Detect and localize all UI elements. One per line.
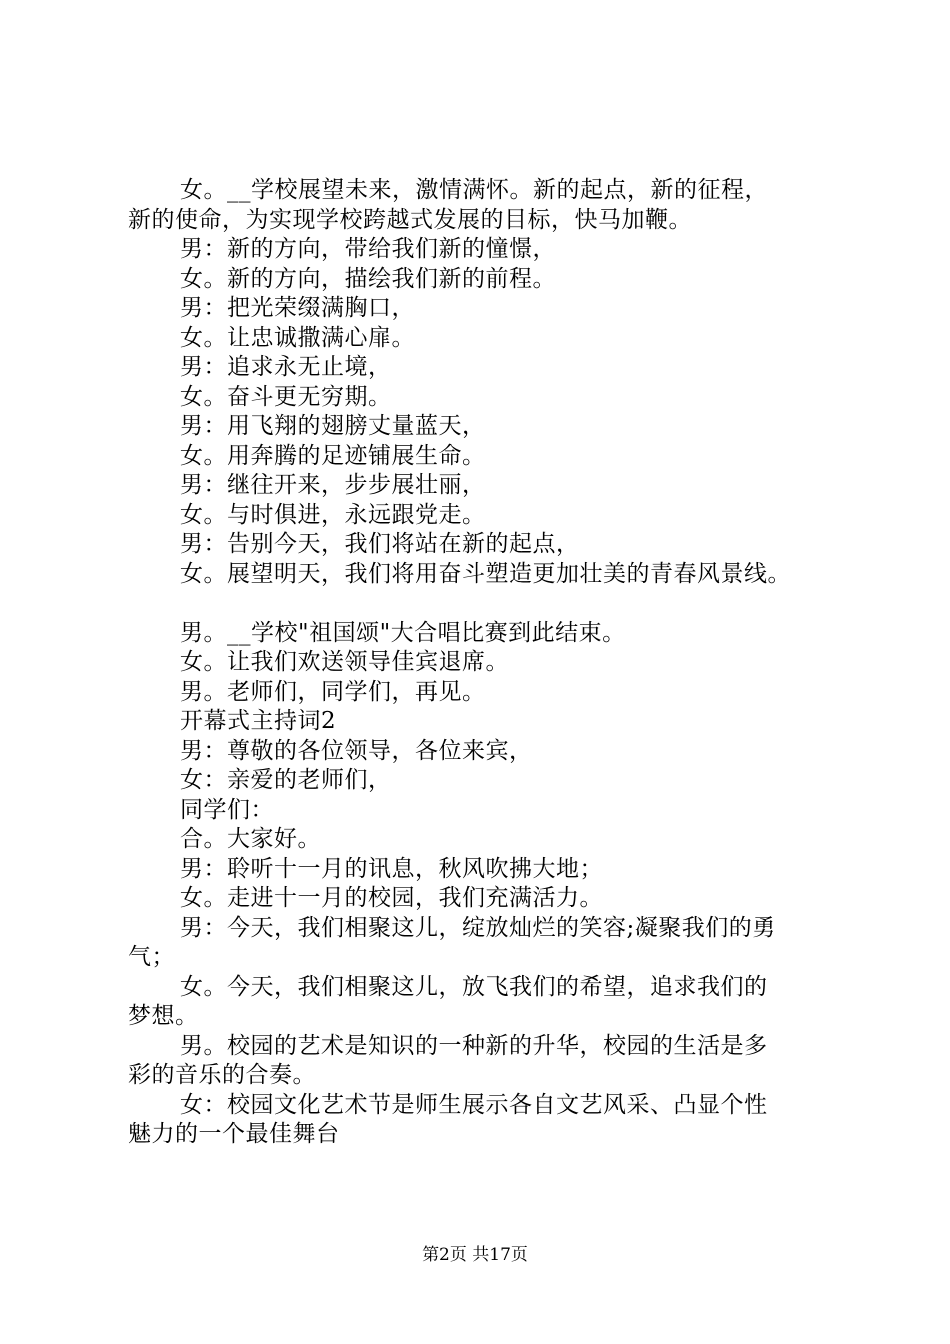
text-line: 男：尊敬的各位领导，各位来宾，	[180, 737, 533, 764]
page-footer: 第2页 共17页	[422, 1245, 528, 1265]
text-line: 女。让忠诚撒满心扉。	[180, 324, 415, 351]
text-line: 男：今天，我们相聚这儿，绽放灿烂的笑容;凝聚我们的勇	[180, 914, 776, 941]
text-line: 女：校园文化艺术节是师生展示各自文艺风采、凸显个性	[180, 1091, 768, 1118]
text-line: 女。新的方向，描绘我们新的前程。	[180, 265, 556, 292]
text-line: 男。老师们，同学们，再见。	[180, 678, 486, 705]
text-line: 同学们：	[180, 796, 274, 823]
text-line: 女。奋斗更无穷期。	[180, 383, 392, 410]
text-line: 合。大家好。	[180, 826, 321, 852]
text-line: 女。__学校展望未来，激情满怀。新的起点，新的征程，	[180, 177, 768, 203]
text-line: 男：新的方向，带给我们新的憧憬，	[180, 236, 556, 262]
text-line: 男：追求永无止境，	[180, 354, 392, 380]
text-line: 女。用奔腾的足迹铺展生命。	[180, 442, 486, 469]
document-body	[128, 176, 848, 1150]
text-line: 女。让我们欢送领导佳宾退席。	[180, 649, 509, 675]
text-line: 气；	[128, 944, 175, 970]
section-heading: 开幕式主持词2	[180, 708, 337, 734]
text-line: 彩的音乐的合奏。	[128, 1062, 316, 1088]
text-line: 女。展望明天，我们将用奋斗塑造更加壮美的青春风景线。	[180, 560, 791, 587]
text-line: 男：继往开来，步步展壮丽，	[180, 472, 486, 498]
text-line: 新的使命，为实现学校跨越式发展的目标，快马加鞭。	[128, 206, 692, 233]
text-line: 男。校园的艺术是知识的一种新的升华，校园的生活是多	[180, 1032, 768, 1059]
text-line: 男。__学校"祖国颂"大合唱比赛到此结束。	[180, 619, 626, 646]
text-line: 男：把光荣缀满胸口，	[180, 295, 415, 321]
text-line: 女。今天，我们相聚这儿，放飞我们的希望，追求我们的	[180, 973, 768, 1000]
text-line: 梦想。	[128, 1003, 199, 1029]
text-line: 男：聆听十一月的讯息，秋风吹拂大地；	[180, 855, 603, 882]
text-line: 魅力的一个最佳舞台	[128, 1121, 340, 1147]
text-line: 男：告别今天，我们将站在新的起点，	[180, 531, 580, 557]
text-line: 女。与时俱进，永远跟党走。	[180, 501, 486, 528]
text-line: 女。走进十一月的校园，我们充满活力。	[180, 885, 603, 911]
blank-line	[128, 589, 848, 619]
text-line: 女：亲爱的老师们，	[180, 767, 392, 793]
text-line: 男：用飞翔的翅膀丈量蓝天，	[180, 413, 486, 439]
